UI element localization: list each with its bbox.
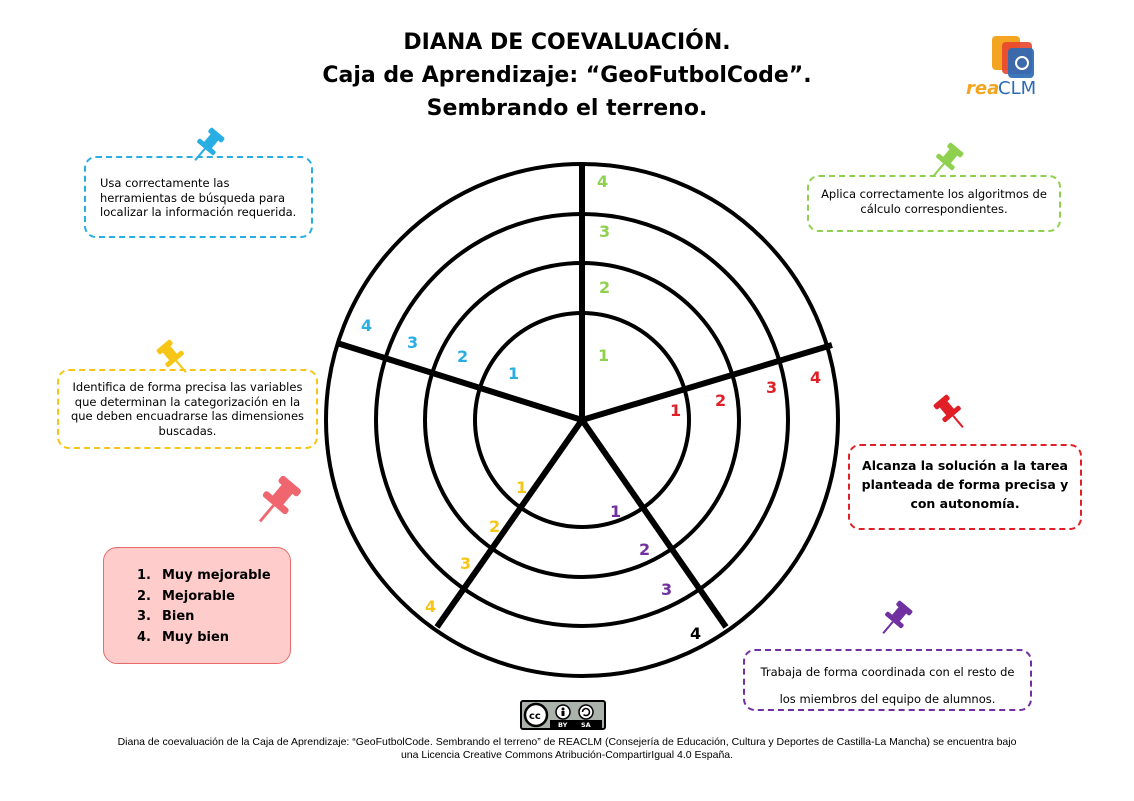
title-line-3: Sembrando el terreno. (426, 96, 708, 121)
scale-legend (103, 547, 291, 664)
red-level-1: 1 (670, 401, 682, 420)
cc-by-sa-badge[interactable] (520, 700, 606, 730)
purple-level-4: 4 (690, 624, 702, 643)
green-level-1: 1 (598, 346, 610, 365)
blue-level-1: 1 (508, 364, 520, 383)
logo-text-rea: rea (966, 78, 1000, 99)
legend-item: 2. Mejorable (137, 588, 235, 604)
pushpin-icon (875, 599, 915, 641)
purple-level-2: 2 (639, 540, 651, 559)
yellow-level-1: 1 (516, 478, 528, 497)
criterion-yellow: Identifica de forma precisa las variables que determinan la categorización en la que deben encuadrarse las dimensiones buscadas. (57, 369, 318, 449)
red-level-4: 4 (810, 368, 822, 387)
legend-item: 1. Muy mejorable (137, 568, 271, 583)
license-footer (40, 736, 1094, 762)
legend-item: 3. Bien (137, 609, 195, 624)
footer-line-1: Diana de coevaluación de la Caja de Aprendizaje: “GeoFutbolCode. Sembrando el terreno” de REACLM (Consejería de Educación, Cultura y Deportes de Castilla-La Mancha) se encuentra bajo (117, 736, 1017, 748)
green-level-2: 2 (599, 278, 611, 297)
yellow-level-2: 2 (489, 517, 501, 536)
yellow-level-4: 4 (425, 597, 437, 616)
pushpin-icon (248, 473, 304, 531)
yellow-level-3: 3 (460, 554, 472, 573)
criterion-red: Alcanza la solución a la tarea planteada de forma precisa y con autonomía. (848, 444, 1082, 530)
cc-icon-text: cc (529, 711, 541, 722)
by-label: BY (558, 721, 568, 728)
green-level-3: 3 (599, 222, 611, 241)
criterion-blue: Usa correctamente las herramientas de búsqueda para localizar la información requerida. (84, 156, 313, 238)
sa-label: SA (581, 721, 591, 728)
legend-item: 4. Muy bien (137, 629, 230, 645)
red-level-3: 3 (766, 378, 778, 397)
footer-line-2: una Licencia Creative Commons Atribución-CompartirIgual 4.0 España. (400, 749, 734, 761)
purple-level-1: 1 (610, 502, 622, 521)
pushpin-icon (931, 393, 971, 435)
divider-right (582, 345, 832, 420)
green-level-4: 4 (597, 172, 609, 191)
blue-level-2: 2 (457, 347, 469, 366)
blue-level-4: 4 (361, 316, 373, 335)
purple-level-3: 3 (661, 580, 673, 599)
logo-text-clm: CLM (998, 78, 1037, 99)
blue-level-3: 3 (407, 333, 419, 352)
red-level-2: 2 (715, 391, 727, 410)
title-line-2: Caja de Aprendizaje: “GeoFutbolCode”. (322, 63, 812, 88)
criterion-purple: Trabaja de forma coordinada con el resto de los miembros del equipo de alumnos. (743, 649, 1032, 711)
title-line-1: DIANA DE COEVALUACIÓN. (403, 30, 731, 55)
criterion-green: Aplica correctamente los algoritmos de cálculo correspondientes. (807, 175, 1061, 232)
